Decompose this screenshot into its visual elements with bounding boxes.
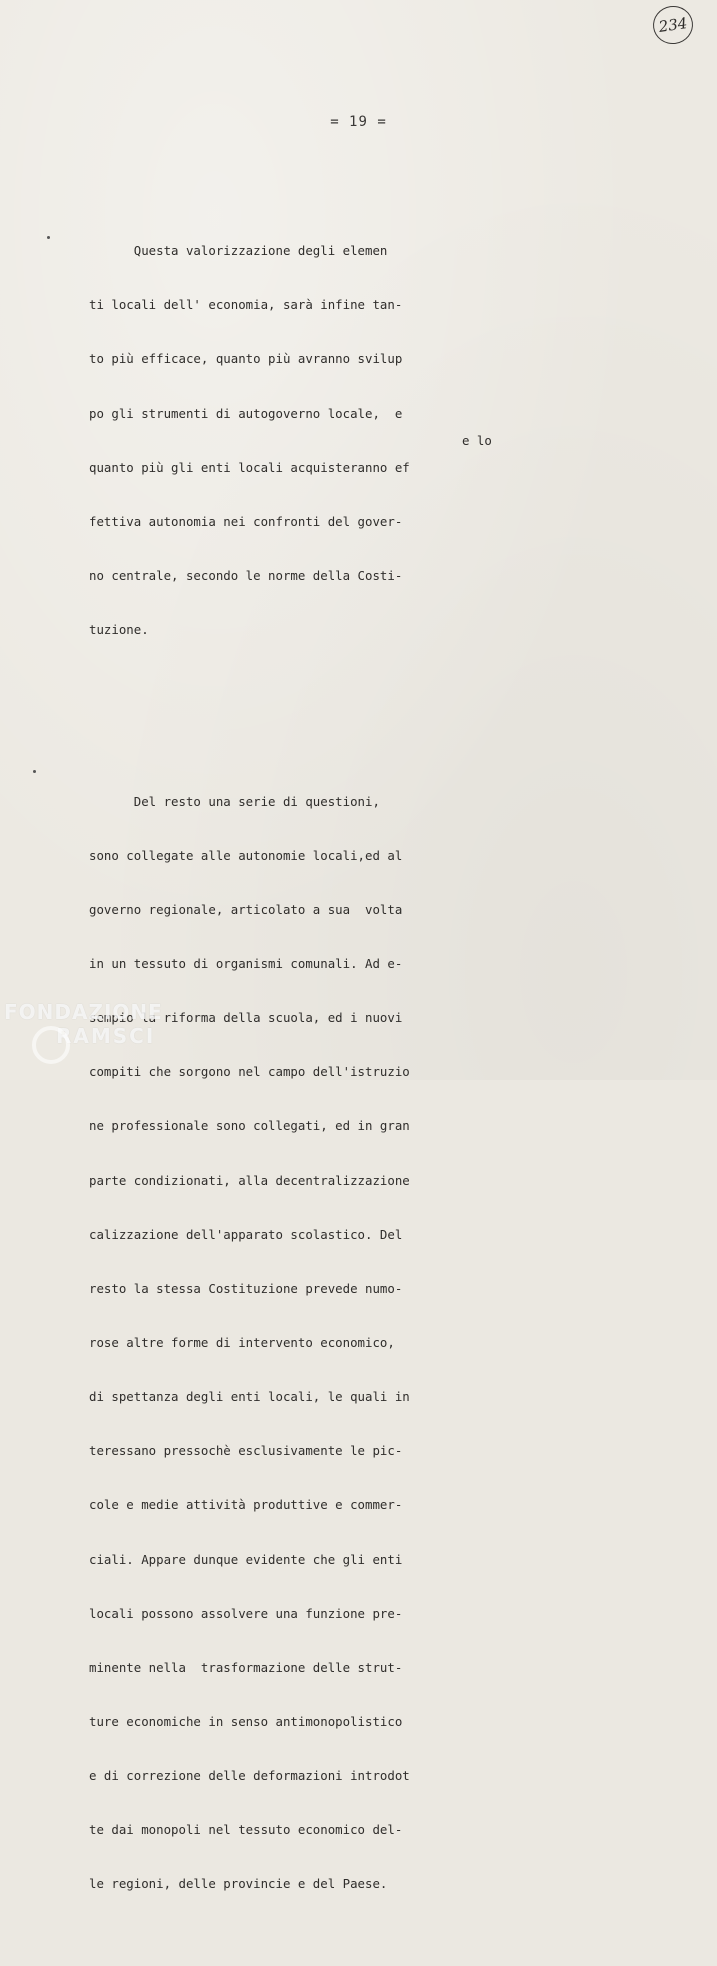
archive-watermark [4,1000,204,1048]
text-line: locali possono assolvere una funzione pre- [89,1605,403,1621]
text-line: ciali. Appare dunque evidente che gli enti [89,1551,403,1567]
text-line: compiti che sorgono nel campo dell'istruzio [89,1064,410,1080]
watermark-line-1: FONDAZIONE [4,1000,163,1024]
text-line: e di correzione delle deformazioni introdot [89,1768,410,1784]
text-line: resto la stessa Costituzione prevede numo- [89,1280,403,1296]
text-line: tuzione. [89,622,149,638]
paragraph-gap [89,711,509,720]
text-line: di spettanza degli enti locali, le quali in [89,1389,410,1405]
text-line: po gli strumenti di autogoverno locale, e [89,405,403,421]
text-line: te dai monopoli nel tessuto economico del- [89,1822,403,1838]
text-line: teressano pressochè esclusivamente le pic- [89,1443,403,1459]
text-line: fettiva autonomia nei confronti del gover- [89,513,403,529]
ink-speck [33,770,36,773]
watermark-g-logo-icon [32,1026,70,1064]
text-line: calizzazione dell'apparato scolastico. Del [89,1226,403,1242]
body-text [89,170,509,1966]
text-line: minente nella trasformazione delle strut- [89,1659,403,1675]
paragraph-1 [89,206,509,675]
text-line: sono collegate alle autonomie locali,ed al [89,847,403,863]
paragraph-2 [89,757,509,1930]
watermark-line-2: RAMSCI [56,1024,156,1048]
text-line: cole e medie attività produttive e commer- [89,1497,403,1513]
text-line: to più efficace, quanto più avranno svilup [89,351,403,367]
text-line: parte condizionati, alla decentralizzazione [89,1172,410,1188]
text-line: sempio la riforma della scuola, ed i nuovi [89,1010,403,1026]
text-line: in un tessuto di organismi comunali. Ad e- [89,956,403,972]
text-line: Del resto una serie di questioni, [89,793,380,809]
text-line: ne professionale sono collegati, ed in gran [89,1118,410,1134]
text-line: Questa valorizzazione degli elemen [89,243,388,259]
archive-stamp: 234 [651,3,696,46]
text-line: governo regionale, articolato a sua volta [89,901,403,917]
text-line: ti locali dell' economia, sarà infine tan- [89,297,403,313]
text-line: no centrale, secondo le norme della Costi- [89,568,403,584]
text-line: quanto più gli enti locali acquisteranno ef [89,459,410,475]
text-line: ture economiche in senso antimonopolistico [89,1713,403,1729]
ink-speck [47,236,50,239]
text-line: rose altre forme di intervento economico, [89,1335,395,1350]
margin-insertion: e lo [462,433,492,448]
page-number: = 19 = [330,114,387,130]
text-line: le regioni, delle provincie e del Paese. [89,1876,388,1892]
